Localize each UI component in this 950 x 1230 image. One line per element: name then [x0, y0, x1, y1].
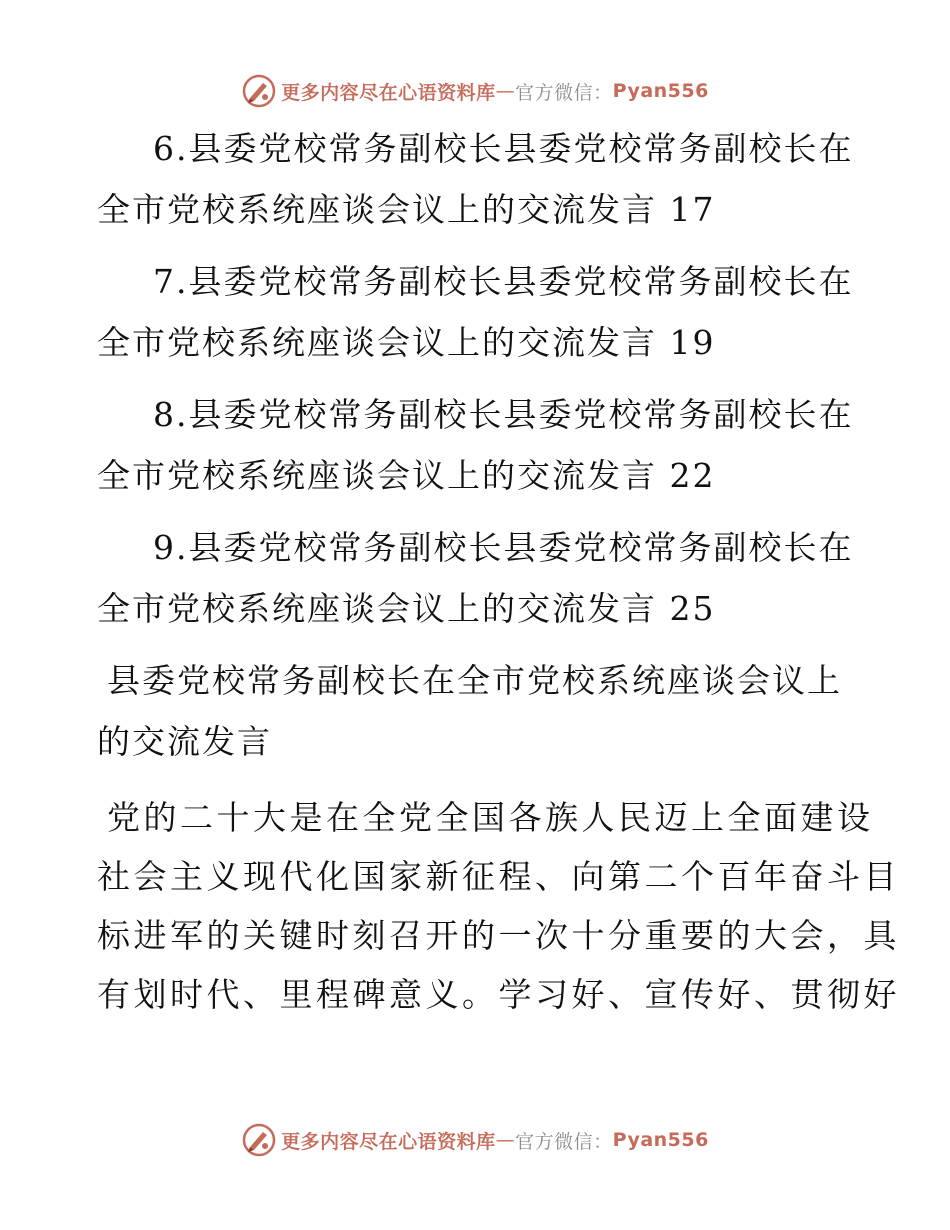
- section-heading-line: 的交流发言: [97, 722, 272, 761]
- paragraph-line: 社会主义现代化国家新征程、向第二个百年奋斗目: [97, 857, 900, 896]
- toc-item-title: 8.县委党校常务副校长县委党校常务副校长在: [153, 395, 854, 434]
- toc-item: [97, 251, 857, 373]
- paragraph-line: 标进军的关键时刻召开的一次十分重要的大会，具: [97, 916, 900, 955]
- toc-item-title: 7.县委党校常务副校长县委党校常务副校长在: [153, 262, 854, 301]
- footer-watermark: [0, 1120, 950, 1160]
- toc-item: [97, 384, 857, 506]
- toc-item: [97, 517, 857, 639]
- section-heading-line: 县委党校常务副校长在全市党校系统座谈会议上: [107, 661, 842, 700]
- pen-logo-icon: [241, 73, 277, 109]
- watermark-official-label: 官方微信：: [515, 81, 613, 104]
- document-content: [97, 118, 900, 1024]
- watermark-official-label: 官方微信：: [515, 1130, 613, 1153]
- toc-item-title-cont: 全市党校系统座谈会议上的交流发言 25: [97, 589, 716, 628]
- body-paragraph: [97, 788, 900, 1024]
- watermark-wechat-id: Pyan556: [612, 1129, 709, 1151]
- toc-item-title: 9.县委党校常务副校长县委党校常务副校长在: [153, 528, 854, 567]
- toc-item-title-cont: 全市党校系统座谈会议上的交流发言 19: [97, 323, 716, 362]
- toc-item-title-cont: 全市党校系统座谈会议上的交流发言 22: [97, 456, 716, 495]
- paragraph-line: 有划时代、里程碑意义。学习好、宣传好、贯彻好: [97, 975, 900, 1014]
- pen-logo-icon: [241, 1122, 277, 1158]
- paragraph-line: 党的二十大是在全党全国各族人民迈上全面建设: [107, 798, 874, 837]
- header-watermark: [0, 71, 950, 111]
- watermark-dash: —: [495, 80, 516, 102]
- toc-item-title-cont: 全市党校系统座谈会议上的交流发言 17: [97, 190, 716, 229]
- toc-item: [97, 118, 857, 240]
- watermark-site-text: 更多内容尽在心语资料库: [281, 81, 496, 104]
- toc-item-title: 6.县委党校常务副校长县委党校常务副校长在: [153, 129, 854, 168]
- watermark-site-text: 更多内容尽在心语资料库: [281, 1130, 496, 1153]
- watermark-dash: —: [495, 1129, 516, 1151]
- watermark-wechat-id: Pyan556: [612, 80, 709, 102]
- section-heading: [97, 650, 857, 772]
